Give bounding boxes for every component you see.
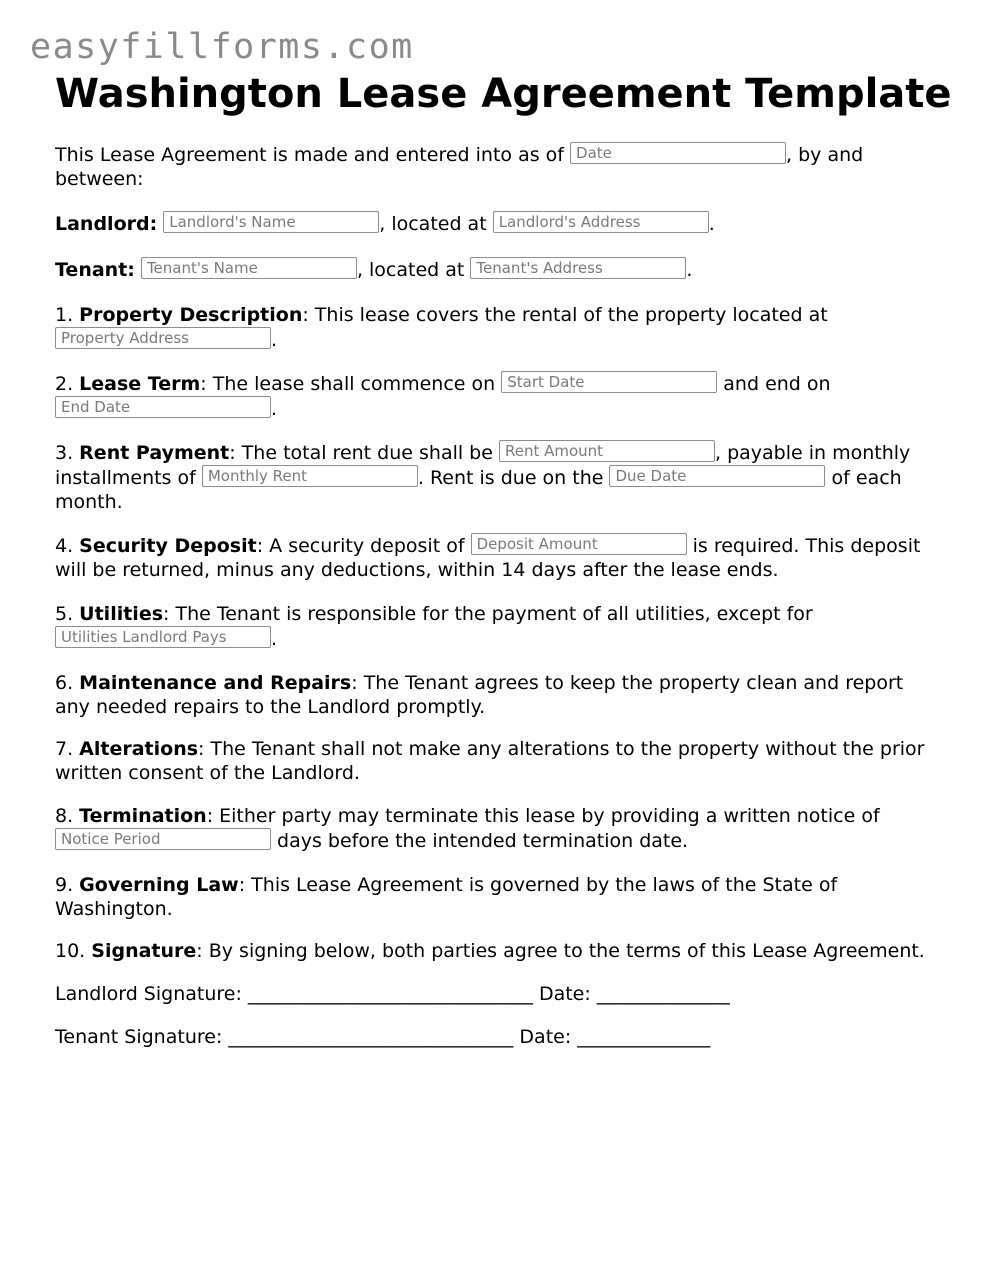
section-rent-payment	[55, 440, 940, 514]
landlord-name-field[interactable]: Landlord's Name	[163, 211, 379, 233]
section-number: 10.	[55, 940, 92, 962]
section-lease-term	[55, 371, 940, 421]
section-heading: Security Deposit	[79, 535, 257, 557]
section-text: : The Tenant is responsible for the payment of all utilities, except for	[163, 603, 813, 625]
section-number: 6.	[55, 672, 80, 694]
tenant-located-at: , located at	[356, 259, 471, 281]
landlord-line	[55, 211, 940, 236]
section-text: : By signing below, both parties agree to the terms of this Lease Agreement.	[196, 940, 925, 962]
section-termination	[55, 804, 940, 853]
section-number: 3.	[55, 442, 80, 464]
tenant-signature-line: Tenant Signature: ______________________________ Date: ______________	[55, 1026, 711, 1048]
lease-form	[55, 142, 940, 1049]
section-number: 4.	[55, 535, 80, 557]
section-text: : This Lease Agreement is governed by the laws of the State of Washington.	[55, 874, 838, 920]
intro-paragraph	[55, 142, 940, 191]
section-text-mid: . Rent is due on the	[417, 467, 610, 489]
section-text: : The lease shall commence on	[200, 373, 502, 395]
section-text: : The Tenant shall not make any alterations to the property without the prior written consent of the Landlord.	[55, 738, 925, 784]
section-heading: Alterations	[79, 738, 199, 760]
section-heading: Governing Law	[79, 874, 239, 896]
section-security-deposit	[55, 533, 940, 582]
page-title: Washington Lease Agreement Template	[55, 71, 952, 117]
section-number: 9.	[55, 874, 80, 896]
section-governing-law	[55, 873, 940, 921]
section-number: 1.	[55, 304, 80, 326]
section-text: : This lease covers the rental of the property located at	[302, 304, 828, 326]
section-maintenance-repairs	[55, 671, 940, 719]
landlord-located-at: , located at	[379, 213, 493, 235]
section-heading: Property Description	[79, 304, 303, 326]
landlord-end: .	[708, 213, 715, 235]
section-heading: Rent Payment	[79, 442, 230, 464]
section-heading: Utilities	[79, 603, 164, 625]
notice-period-field[interactable]: Notice Period	[55, 828, 271, 850]
tenant-name-field[interactable]: Tenant's Name	[141, 257, 357, 279]
section-number: 2.	[55, 373, 80, 395]
landlord-signature-line: Landlord Signature: ______________________________ Date: ______________	[55, 983, 730, 1005]
tenant-end: .	[686, 259, 693, 281]
section-text: : Either party may terminate this lease by providing a written notice of	[206, 805, 880, 827]
section-heading: Signature	[91, 940, 197, 962]
section-number: 5.	[55, 603, 80, 625]
tenant-address-field[interactable]: Tenant's Address	[470, 257, 686, 279]
section-text: : The Tenant agrees to keep the property clean and report any needed repairs to the Landlord promptly.	[55, 672, 904, 718]
section-end: is required. This deposit will be returned, minus any deductions, within 14 days after the lease ends.	[55, 535, 921, 581]
section-number: 8.	[55, 805, 80, 827]
start-date-field[interactable]: Start Date	[501, 371, 717, 393]
utilities-landlord-pays-field[interactable]: Utilities Landlord Pays	[55, 626, 271, 648]
section-end: .	[271, 628, 278, 650]
intro-text-after: , by and between:	[55, 144, 864, 190]
landlord-label: Landlord:	[55, 213, 158, 235]
section-text-mid: and end on	[717, 373, 831, 395]
intro-text: This Lease Agreement is made and entered into as of	[55, 144, 571, 166]
section-heading: Termination	[79, 805, 207, 827]
rent-amount-field[interactable]: Rent Amount	[499, 440, 715, 462]
tenant-line	[55, 257, 940, 282]
property-address-field[interactable]: Property Address	[55, 327, 271, 349]
section-number: 7.	[55, 738, 80, 760]
section-alterations	[55, 737, 940, 785]
section-utilities	[55, 602, 940, 651]
section-signature	[55, 939, 940, 963]
landlord-address-field[interactable]: Landlord's Address	[493, 211, 709, 233]
section-text: : A security deposit of	[256, 535, 471, 557]
section-end: days before the intended termination date.	[271, 830, 689, 852]
section-heading: Maintenance and Repairs	[79, 672, 352, 694]
section-end: .	[271, 329, 278, 351]
end-date-field[interactable]: End Date	[55, 396, 271, 418]
section-heading: Lease Term	[79, 373, 201, 395]
deposit-amount-field[interactable]: Deposit Amount	[471, 533, 687, 555]
monthly-rent-field[interactable]: Monthly Rent	[202, 465, 418, 487]
section-end: .	[271, 398, 278, 420]
tenant-label: Tenant:	[55, 259, 135, 281]
section-property-description	[55, 303, 940, 352]
section-end: of each month.	[55, 467, 902, 513]
section-text-mid: , payable in monthly installments of	[55, 442, 911, 489]
agreement-date-field[interactable]: Date	[570, 142, 786, 164]
watermark: easyfillforms.com	[30, 27, 414, 67]
due-date-field[interactable]: Due Date	[609, 465, 825, 487]
section-text: : The total rent due shall be	[229, 442, 499, 464]
